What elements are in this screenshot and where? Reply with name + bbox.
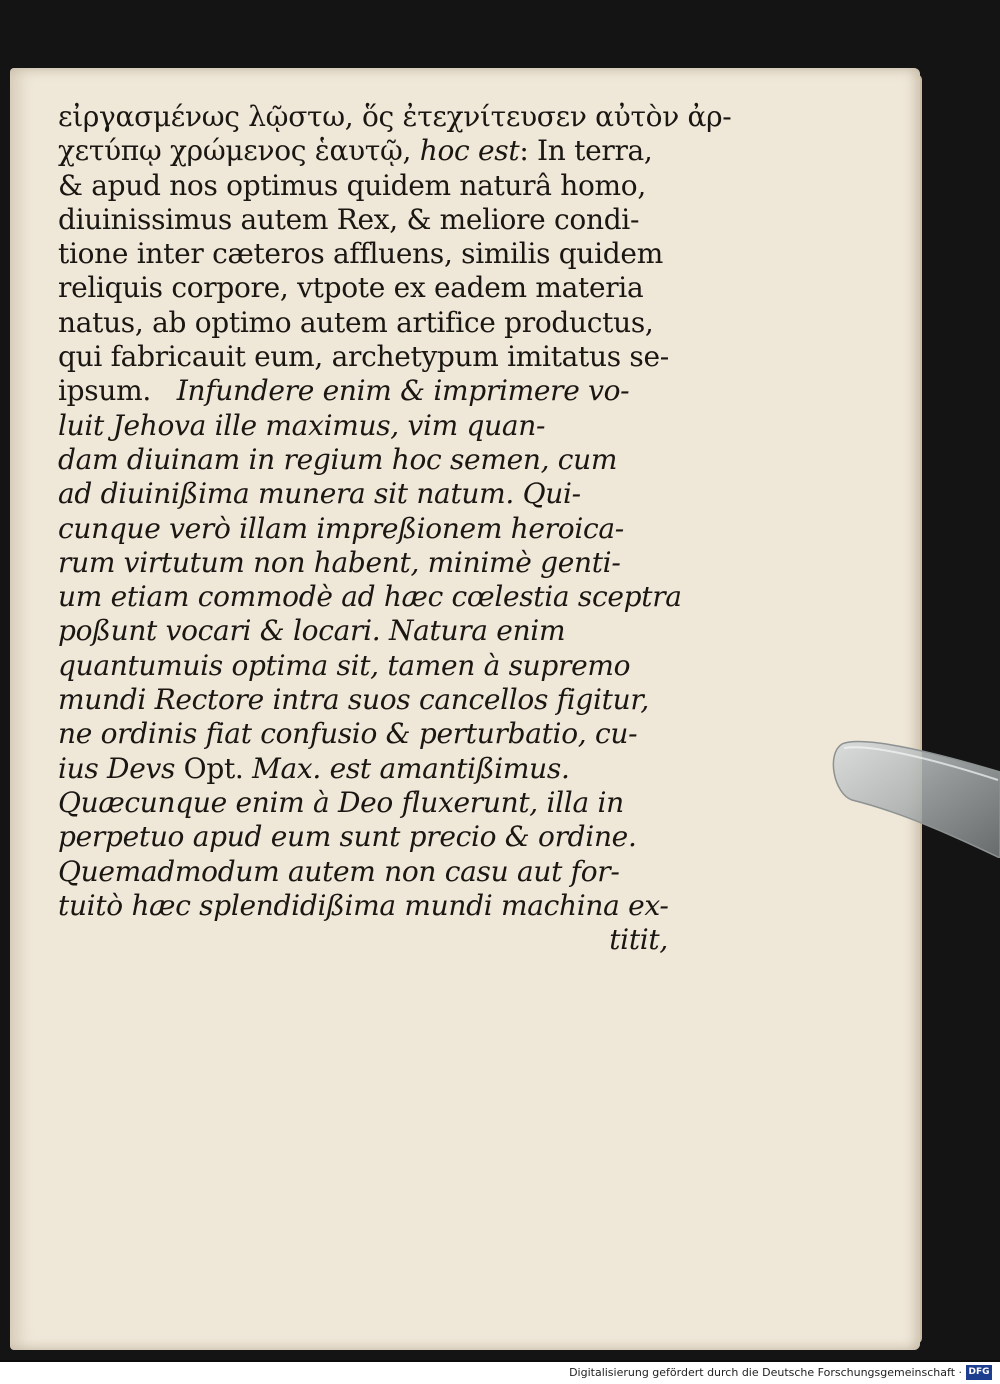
text-line: rum virtutum non habent, minimè genti-: [58, 545, 621, 579]
text-segment: : In terra,: [519, 134, 653, 168]
text-line: Quæcunque enim à Deo fluxerunt, illa in: [58, 785, 624, 819]
text-line: & apud nos optimus quidem naturâ homo,: [58, 168, 646, 202]
text-line: perpetuo apud eum sunt precio & ordine.: [58, 820, 637, 854]
text-line: um etiam commodè ad hæc cœlestia sceptra: [58, 580, 682, 614]
text-line: cunque verò illam impreßionem heroica-: [58, 511, 624, 545]
catchword: titit,: [609, 923, 668, 957]
page-text: [58, 100, 732, 957]
text-line: [58, 134, 668, 168]
footer-bar: [0, 1362, 1000, 1384]
text-line: tuitò hæc splendidißima mundi machina ex-: [58, 888, 669, 922]
text-segment: Opt.: [183, 751, 253, 785]
text-segment: ipsum.: [58, 374, 177, 408]
text-line: dam diuinam in regium hoc semen, cum: [58, 442, 618, 476]
text-segment: ius Devs: [58, 751, 184, 785]
text-line: quantumuis optima sit, tamen à supremo: [58, 648, 631, 682]
text-line: [58, 374, 668, 408]
funding-credit: Digitalisierung gefördert durch die Deutsche Forschungsgemeinschaft ·: [569, 1366, 962, 1379]
text-line: poßunt vocari & locari. Natura enim: [58, 614, 566, 648]
text-line: diuinissimus autem Rex, & meliore condi-: [58, 202, 640, 236]
text-segment: χετύπῳ χρώμενος ἑαυτῷ,: [58, 134, 420, 168]
text-line: tione inter cæteros affluens, similis quidem: [58, 237, 663, 271]
text-segment: Infundere enim & imprimere vo-: [176, 374, 630, 408]
text-line: mundi Rectore intra suos cancellos figitur,: [58, 683, 649, 717]
text-line: [58, 752, 668, 786]
text-line: ne ordinis fiat confusio & perturbatio, cu-: [58, 717, 638, 751]
text-line: qui fabricauit eum, archetypum imitatus se-: [58, 340, 669, 374]
text-line: ad diuinißima munera sit natum. Qui-: [58, 477, 581, 511]
text-line: reliquis corpore, vtpote ex eadem materia: [58, 271, 644, 305]
text-line: εἰργασμένως λῷστω, ὅς ἐτεχνίτευσεν αὐτὸν ἀρ-: [58, 100, 732, 133]
text-line: natus, ab optimo autem artifice productus,: [58, 305, 654, 339]
dfg-logo: DFG: [966, 1365, 992, 1380]
text-line: luit Jehova ille maximus, vim quan-: [58, 408, 546, 442]
text-line: Quemadmodum autem non casu aut for-: [58, 854, 620, 888]
text-segment: hoc est: [419, 134, 520, 168]
text-segment: Max. est amantißimus.: [252, 751, 570, 785]
page-clip: [830, 738, 1000, 858]
